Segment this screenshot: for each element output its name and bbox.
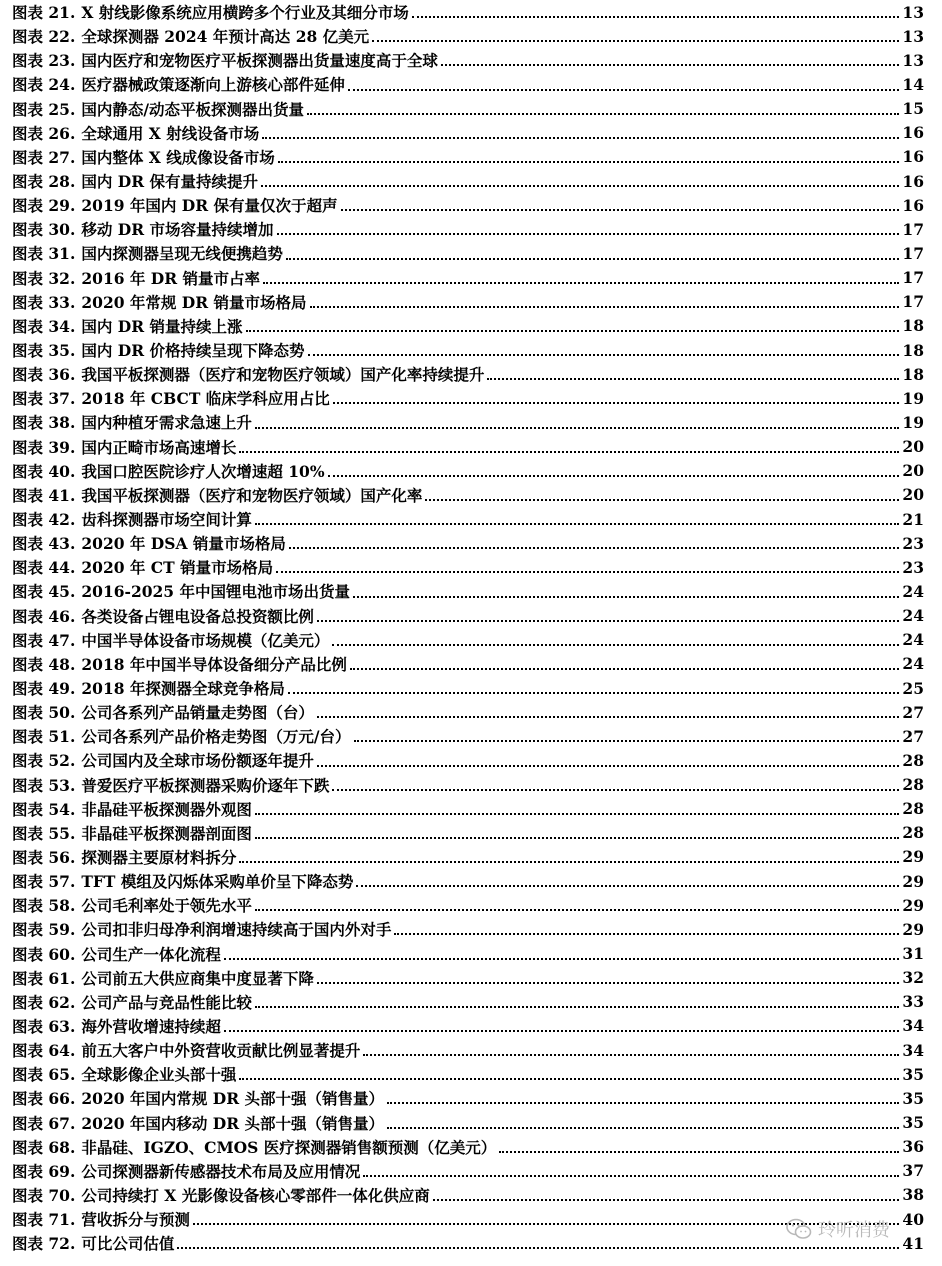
dot-leader xyxy=(387,1127,899,1129)
toc-entry-title: 可比公司估值 xyxy=(81,1234,175,1254)
toc-entry[interactable] xyxy=(12,483,924,507)
toc-entry-page-number: 27 xyxy=(902,702,924,722)
dot-leader xyxy=(332,644,899,646)
toc-entry[interactable] xyxy=(12,290,924,314)
toc-entry-page-number: 31 xyxy=(902,944,924,964)
toc-entry-page-number: 24 xyxy=(902,630,924,650)
dot-leader xyxy=(348,89,900,91)
dot-leader xyxy=(224,958,900,960)
toc-entry[interactable] xyxy=(12,48,924,72)
dot-leader xyxy=(317,716,900,718)
toc-entry[interactable] xyxy=(12,435,924,459)
toc-entry[interactable] xyxy=(12,1038,924,1062)
toc-entry[interactable] xyxy=(12,24,924,48)
dot-leader xyxy=(433,1199,900,1201)
dot-leader xyxy=(328,475,900,477)
toc-entry-title: 我国口腔医院诊疗人次增速超 10% xyxy=(81,461,325,481)
toc-entry[interactable] xyxy=(12,700,924,724)
toc-entry-page-number: 40 xyxy=(902,1209,924,1229)
toc-entry-page-number: 17 xyxy=(902,268,924,288)
dot-leader xyxy=(255,909,900,911)
toc-entry-title: 前五大客户中外资营收贡献比例显著提升 xyxy=(81,1041,361,1061)
toc-entry-number: 图表 32. xyxy=(12,268,76,288)
toc-entry-number: 图表 65. xyxy=(12,1065,76,1085)
toc-entry-title: 2019 年国内 DR 保有量仅次于超声 xyxy=(81,196,338,216)
toc-entry[interactable] xyxy=(12,1110,924,1134)
dot-leader xyxy=(286,258,900,260)
toc-entry-page-number: 28 xyxy=(902,799,924,819)
toc-entry-page-number: 21 xyxy=(902,509,924,529)
toc-entry-page-number: 18 xyxy=(902,364,924,384)
toc-entry[interactable] xyxy=(12,604,924,628)
toc-entry[interactable] xyxy=(12,169,924,193)
toc-entry-page-number: 13 xyxy=(902,26,924,46)
toc-entry[interactable] xyxy=(12,121,924,145)
toc-entry-title: 非晶硅平板探测器剖面图 xyxy=(81,823,252,843)
toc-entry-page-number: 36 xyxy=(902,1137,924,1157)
toc-entry-title: 公司持续打 X 光影像设备核心零部件一体化供应商 xyxy=(81,1185,430,1205)
toc-entry-title: 国内种植牙需求急速上升 xyxy=(81,413,252,433)
toc-entry-page-number: 20 xyxy=(902,485,924,505)
toc-entry[interactable] xyxy=(12,241,924,265)
toc-entry-title: 国内整体 X 线成像设备市场 xyxy=(81,147,275,167)
dot-leader xyxy=(363,1175,899,1177)
toc-entry-number: 图表 26. xyxy=(12,123,76,143)
toc-entry-number: 图表 35. xyxy=(12,341,76,361)
dot-leader xyxy=(246,330,900,332)
toc-entry-title: 国内 DR 价格持续呈现下降态势 xyxy=(81,341,305,361)
toc-entry-page-number: 18 xyxy=(902,316,924,336)
toc-entry[interactable] xyxy=(12,628,924,652)
toc-entry-title: 2020 年国内常规 DR 头部十强（销售量） xyxy=(81,1089,385,1109)
toc-entry-number: 图表 31. xyxy=(12,244,76,264)
dot-leader xyxy=(487,378,899,380)
toc-entry-number: 图表 27. xyxy=(12,147,76,167)
dot-leader xyxy=(255,813,900,815)
toc-entry-number: 图表 55. xyxy=(12,823,76,843)
toc-entry[interactable] xyxy=(12,217,924,241)
toc-entry-page-number: 29 xyxy=(902,919,924,939)
toc-entry-number: 图表 71. xyxy=(12,1210,76,1230)
toc-entry-number: 图表 45. xyxy=(12,582,76,602)
toc-entry-page-number: 16 xyxy=(902,147,924,167)
toc-entry-page-number: 15 xyxy=(902,99,924,119)
dot-leader xyxy=(261,185,899,187)
dot-leader xyxy=(262,137,899,139)
toc-entry[interactable] xyxy=(12,266,924,290)
toc-entry-number: 图表 40. xyxy=(12,461,76,481)
toc-entry-number: 图表 41. xyxy=(12,485,76,505)
toc-entry-page-number: 18 xyxy=(902,340,924,360)
toc-entry-page-number: 16 xyxy=(902,171,924,191)
dot-leader xyxy=(177,1247,899,1249)
toc-entry[interactable] xyxy=(12,338,924,362)
dot-leader xyxy=(332,789,899,791)
toc-entry-title: 2016-2025 年中国锂电池市场出货量 xyxy=(81,582,350,602)
toc-entry-title: 公司毛利率处于领先水平 xyxy=(81,896,252,916)
watermark-text: 玲听消费 xyxy=(818,1220,890,1241)
dot-leader xyxy=(239,861,899,863)
toc-entry-page-number: 35 xyxy=(902,1064,924,1084)
toc-entry-title: 各类设备占锂电设备总投资额比例 xyxy=(81,606,314,626)
toc-entry-page-number: 29 xyxy=(902,847,924,867)
toc-entry-title: TFT 模组及闪烁体采购单价呈下降态势 xyxy=(81,872,354,892)
dot-leader xyxy=(276,571,899,573)
toc-entry-title: 全球通用 X 射线设备市场 xyxy=(81,123,260,143)
toc-entry-page-number: 13 xyxy=(902,50,924,70)
toc-entry-number: 图表 28. xyxy=(12,172,76,192)
toc-entry[interactable] xyxy=(12,893,924,917)
dot-leader xyxy=(193,1223,900,1225)
toc-entry[interactable] xyxy=(12,917,924,941)
dot-leader xyxy=(239,451,899,453)
toc-entry-number: 图表 23. xyxy=(12,51,76,71)
toc-entry-page-number: 35 xyxy=(902,1088,924,1108)
dot-leader xyxy=(341,209,900,211)
dot-leader xyxy=(307,113,899,115)
toc-entry-title: 齿科探测器市场空间计算 xyxy=(81,510,252,530)
toc-entry[interactable] xyxy=(12,97,924,121)
toc-entry-title: 全球探测器 2024 年预计高达 28 亿美元 xyxy=(81,27,370,47)
toc-entry[interactable] xyxy=(12,72,924,96)
toc-entry-title: 2020 年 DSA 销量市场格局 xyxy=(81,534,286,554)
toc-entry-number: 图表 30. xyxy=(12,220,76,240)
toc-entry-page-number: 24 xyxy=(902,581,924,601)
toc-entry[interactable] xyxy=(12,507,924,531)
toc-entry-number: 图表 22. xyxy=(12,27,76,47)
toc-entry[interactable] xyxy=(12,1183,924,1207)
toc-entry-page-number: 14 xyxy=(902,74,924,94)
toc-entry-number: 图表 69. xyxy=(12,1161,76,1181)
toc-entry-page-number: 25 xyxy=(902,678,924,698)
toc-entry-title: 移动 DR 市场容量持续增加 xyxy=(81,220,274,240)
toc-entry[interactable] xyxy=(12,797,924,821)
toc-entry-page-number: 16 xyxy=(902,123,924,143)
toc-entry[interactable] xyxy=(12,1014,924,1038)
dot-leader xyxy=(255,427,900,429)
toc-entry-page-number: 20 xyxy=(902,437,924,457)
toc-entry[interactable] xyxy=(12,941,924,965)
toc-entry[interactable] xyxy=(12,145,924,169)
toc-entry[interactable] xyxy=(12,652,924,676)
toc-entry-page-number: 28 xyxy=(902,750,924,770)
dot-leader xyxy=(363,1054,899,1056)
toc-entry[interactable] xyxy=(12,869,924,893)
toc-entry-title: 普爱医疗平板探测器采购价逐年下跌 xyxy=(81,775,330,795)
toc-entry-title: 公司国内及全球市场份额逐年提升 xyxy=(81,751,314,771)
dot-leader xyxy=(387,1102,899,1104)
dot-leader xyxy=(353,596,899,598)
toc-entry[interactable] xyxy=(12,555,924,579)
toc-entry[interactable] xyxy=(12,531,924,555)
toc-entry-page-number: 19 xyxy=(902,412,924,432)
toc-entry[interactable] xyxy=(12,990,924,1014)
table-of-figures xyxy=(12,0,924,1255)
toc-entry[interactable] xyxy=(12,1135,924,1159)
dot-leader xyxy=(278,161,900,163)
toc-entry[interactable] xyxy=(12,579,924,603)
toc-entry[interactable] xyxy=(12,410,924,434)
dot-leader xyxy=(354,740,900,742)
toc-entry-title: 海外营收增速持续超 xyxy=(81,1016,221,1036)
toc-entry-number: 图表 66. xyxy=(12,1089,76,1109)
toc-entry-number: 图表 58. xyxy=(12,896,76,916)
dot-leader xyxy=(310,306,900,308)
dot-leader xyxy=(350,668,900,670)
toc-entry-page-number: 23 xyxy=(902,533,924,553)
dot-leader xyxy=(288,692,900,694)
toc-entry-number: 图表 51. xyxy=(12,727,76,747)
toc-entry-page-number: 28 xyxy=(902,823,924,843)
toc-entry-number: 图表 38. xyxy=(12,413,76,433)
toc-entry-title: 2020 年 CT 销量市场格局 xyxy=(81,558,274,578)
toc-entry[interactable] xyxy=(12,1086,924,1110)
toc-entry-title: 2018 年探测器全球竞争格局 xyxy=(81,679,285,698)
dot-leader xyxy=(394,933,899,935)
toc-entry-title: 国内正畸市场高速增长 xyxy=(81,437,237,457)
toc-entry-title: 公司扣非归母净利润增速持续高于国内外对手 xyxy=(81,920,392,940)
toc-entry-number: 图表 29. xyxy=(12,196,76,216)
toc-entry-title: 我国平板探测器（医疗和宠物医疗领域）国产化率持续提升 xyxy=(81,365,485,385)
toc-entry[interactable] xyxy=(12,1231,924,1255)
dot-leader xyxy=(263,282,899,284)
toc-entry[interactable] xyxy=(12,459,924,483)
toc-entry-title: 国内探测器呈现无线便携趋势 xyxy=(81,244,283,264)
toc-entry-title: 2016 年 DR 销量市占率 xyxy=(81,268,261,288)
toc-entry-title: 探测器主要原材料拆分 xyxy=(81,847,237,867)
toc-entry-number: 图表 34. xyxy=(12,316,76,336)
toc-entry-title: 国内医疗和宠物医疗平板探测器出货量速度高于全球 xyxy=(81,51,438,71)
toc-entry[interactable] xyxy=(12,0,924,24)
toc-entry-title: 2020 年国内移动 DR 头部十强（销售量） xyxy=(81,1113,385,1133)
toc-entry-title: 国内 DR 保有量持续提升 xyxy=(81,172,258,192)
toc-entry-page-number: 33 xyxy=(902,992,924,1012)
toc-entry-number: 图表 72. xyxy=(12,1234,76,1254)
toc-entry-number: 图表 43. xyxy=(12,534,76,554)
toc-entry[interactable] xyxy=(12,748,924,772)
dot-leader xyxy=(372,40,899,42)
dot-leader xyxy=(317,620,900,622)
toc-entry-page-number: 37 xyxy=(902,1161,924,1181)
toc-entry[interactable] xyxy=(12,724,924,748)
toc-entry-number: 图表 64. xyxy=(12,1041,76,1061)
dot-leader xyxy=(308,354,900,356)
toc-entry-title: 全球影像企业头部十强 xyxy=(81,1065,237,1085)
toc-entry-number: 图表 37. xyxy=(12,389,76,409)
dot-leader xyxy=(255,1006,900,1008)
toc-entry-title: X 射线影像系统应用横跨多个行业及其细分市场 xyxy=(81,3,409,23)
toc-entry-number: 图表 54. xyxy=(12,799,76,819)
toc-entry-page-number: 17 xyxy=(902,219,924,239)
toc-entry[interactable] xyxy=(12,676,924,700)
dot-leader xyxy=(289,547,900,549)
toc-entry-page-number: 34 xyxy=(902,1040,924,1060)
toc-entry-number: 图表 68. xyxy=(12,1137,76,1157)
dot-leader xyxy=(356,885,899,887)
toc-entry-title: 公司生产一体化流程 xyxy=(81,944,221,964)
toc-entry-title: 国内静态/动态平板探测器出货量 xyxy=(81,99,305,119)
toc-entry-title: 公司产品与竞品性能比较 xyxy=(81,992,252,1012)
toc-entry-title: 医疗器械政策逐渐向上游核心部件延伸 xyxy=(81,75,345,95)
toc-entry-number: 图表 60. xyxy=(12,944,76,964)
toc-entry-page-number: 29 xyxy=(902,871,924,891)
dot-leader xyxy=(425,499,899,501)
toc-entry-page-number: 27 xyxy=(902,726,924,746)
toc-entry[interactable] xyxy=(12,773,924,797)
toc-entry-page-number: 20 xyxy=(902,461,924,481)
dot-leader xyxy=(255,523,900,525)
toc-entry-title: 公司各系列产品销量走势图（台） xyxy=(81,703,314,723)
toc-entry[interactable] xyxy=(12,1159,924,1183)
dot-leader xyxy=(441,64,900,66)
toc-entry-page-number: 38 xyxy=(902,1185,924,1205)
toc-entry-number: 图表 57. xyxy=(12,872,76,892)
toc-entry-page-number: 41 xyxy=(902,1233,924,1253)
toc-entry-number: 图表 67. xyxy=(12,1113,76,1133)
toc-entry-number: 图表 25. xyxy=(12,99,76,119)
toc-entry-number: 图表 52. xyxy=(12,751,76,771)
toc-entry-number: 图表 47. xyxy=(12,630,76,650)
toc-entry-page-number: 19 xyxy=(902,388,924,408)
toc-entry-title: 中国半导体设备市场规模（亿美元） xyxy=(81,630,330,650)
toc-entry-page-number: 35 xyxy=(902,1113,924,1133)
toc-entry-page-number: 13 xyxy=(902,2,924,22)
dot-leader xyxy=(317,982,900,984)
toc-entry-number: 图表 36. xyxy=(12,365,76,385)
toc-entry-page-number: 24 xyxy=(902,654,924,674)
toc-entry-number: 图表 48. xyxy=(12,654,76,674)
dot-leader xyxy=(317,765,900,767)
toc-entry-title: 我国平板探测器（医疗和宠物医疗领域）国产化率 xyxy=(81,485,423,505)
toc-entry-title: 国内 DR 销量持续上涨 xyxy=(81,316,243,336)
toc-entry-title: 非晶硅平板探测器外观图 xyxy=(81,799,252,819)
toc-entry[interactable] xyxy=(12,193,924,217)
toc-entry-number: 图表 70. xyxy=(12,1185,76,1205)
toc-entry-number: 图表 50. xyxy=(12,703,76,723)
toc-entry[interactable] xyxy=(12,1207,924,1231)
toc-entry-page-number: 32 xyxy=(902,968,924,988)
toc-entry-title: 非晶硅、IGZO、CMOS 医疗探测器销售额预测（亿美元） xyxy=(81,1137,497,1157)
toc-entry-number: 图表 53. xyxy=(12,775,76,795)
toc-entry[interactable] xyxy=(12,1062,924,1086)
toc-entry-page-number: 17 xyxy=(902,292,924,312)
toc-entry-number: 图表 49. xyxy=(12,679,76,698)
toc-entry[interactable] xyxy=(12,314,924,338)
toc-entry-number: 图表 42. xyxy=(12,510,76,530)
dot-leader xyxy=(239,1078,899,1080)
dot-leader xyxy=(224,1030,900,1032)
dot-leader xyxy=(333,402,900,404)
toc-entry-page-number: 29 xyxy=(902,895,924,915)
dot-leader xyxy=(255,837,900,839)
toc-entry-title: 2018 年 CBCT 临床学科应用占比 xyxy=(81,389,330,409)
toc-entry-title: 2018 年中国半导体设备细分产品比例 xyxy=(81,654,347,674)
toc-entry-number: 图表 56. xyxy=(12,847,76,867)
toc-entry[interactable] xyxy=(12,386,924,410)
toc-entry[interactable] xyxy=(12,845,924,869)
toc-entry-number: 图表 59. xyxy=(12,920,76,940)
toc-entry-page-number: 16 xyxy=(902,195,924,215)
toc-entry-number: 图表 44. xyxy=(12,558,76,578)
toc-entry-number: 图表 61. xyxy=(12,968,76,988)
toc-entry-number: 图表 33. xyxy=(12,292,76,312)
toc-entry-page-number: 17 xyxy=(902,243,924,263)
dot-leader xyxy=(412,16,900,18)
toc-entry[interactable] xyxy=(12,821,924,845)
toc-entry-title: 营收拆分与预测 xyxy=(81,1210,190,1230)
toc-entry-page-number: 34 xyxy=(902,1016,924,1036)
toc-entry-title: 公司探测器新传感器技术布局及应用情况 xyxy=(81,1161,361,1181)
toc-entry-page-number: 23 xyxy=(902,557,924,577)
dot-leader xyxy=(499,1151,899,1153)
toc-entry-title: 公司前五大供应商集中度显著下降 xyxy=(81,968,314,988)
toc-entry-page-number: 28 xyxy=(902,775,924,795)
toc-entry-number: 图表 62. xyxy=(12,992,76,1012)
toc-entry-number: 图表 46. xyxy=(12,606,76,626)
toc-entry-number: 图表 63. xyxy=(12,1016,76,1036)
toc-entry-number: 图表 39. xyxy=(12,437,76,457)
toc-entry-number: 图表 24. xyxy=(12,75,76,95)
dot-leader xyxy=(277,233,900,235)
toc-entry-page-number: 24 xyxy=(902,606,924,626)
toc-entry-number: 图表 21. xyxy=(12,3,76,23)
toc-entry-title: 公司各系列产品价格走势图（万元/台） xyxy=(81,727,351,747)
toc-entry[interactable] xyxy=(12,966,924,990)
toc-entry[interactable] xyxy=(12,362,924,386)
toc-entry-title: 2020 年常规 DR 销量市场格局 xyxy=(81,292,307,312)
